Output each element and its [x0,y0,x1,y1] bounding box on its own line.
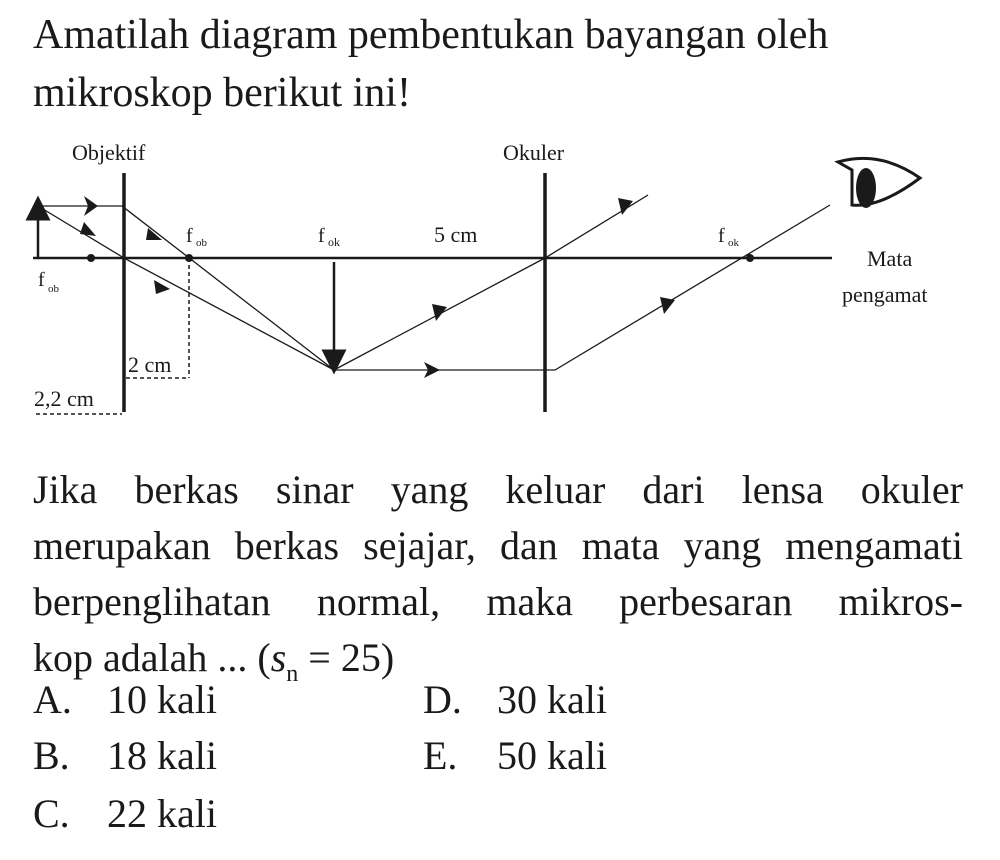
eye-icon [838,158,920,208]
sn-symbol: s [270,635,287,680]
option-letter: C. [33,791,70,836]
ray-ocular-upper [334,195,648,370]
question-body-line: Jika berkas sinar yang keluar dari lensa okuler [33,467,963,512]
label-pengamat: pengamat [842,282,928,307]
question-intro-line1: Amatilah diagram pembentukan bayangan oleh [33,12,829,58]
question-body [33,462,963,692]
ray-arrow [80,222,96,236]
focal-label-fob-left [38,269,60,295]
ray-arrow [432,304,447,321]
option-letter: B. [33,733,70,778]
question-body-line: berpenglihatan normal, maka perbesaran mikros- [33,579,963,624]
option-letter: A. [33,677,72,722]
question-body-line: merupakan berkas sejajar, dan mata yang mengamati [33,523,963,568]
label-objektif: Objektif [72,140,146,165]
sn-subscript: n [286,661,299,687]
option-e[interactable] [423,732,607,780]
svg-text:f: f [318,225,325,247]
svg-text:ob: ob [196,237,207,249]
focal-label-fob-objective [186,225,208,249]
focal-label-fok-right [718,225,740,249]
svg-text:f: f [186,225,193,247]
option-a[interactable] [33,676,217,724]
question-body-prefix: kop adalah ... ( [33,635,271,680]
label-22cm: 2,2 cm [34,386,94,411]
svg-text:f: f [38,269,45,291]
svg-text:ok: ok [728,237,739,249]
svg-text:ok: ok [328,235,340,249]
ray-arrow [154,280,170,294]
option-text: 50 kali [497,733,607,778]
microscope-diagram [0,130,1000,425]
question-intro-line2: mikroskop berikut ini! [33,70,411,116]
ray-arrow [146,228,162,240]
question-intro [33,6,963,122]
focal-label-fok-left [318,225,340,249]
option-text: 18 kali [107,733,217,778]
svg-text:ob: ob [48,283,59,295]
label-2cm: 2 cm [128,352,172,377]
ray-ocular-lower [545,205,830,370]
sn-value: = 25) [298,635,395,680]
option-text: 30 kali [497,677,607,722]
option-text: 10 kali [107,677,217,722]
svg-text:f: f [718,225,725,247]
label-okuler: Okuler [503,140,565,165]
option-d[interactable] [423,676,607,724]
focal-point-ob-left [87,254,95,262]
option-letter: D. [423,677,462,722]
option-b[interactable] [33,732,217,780]
option-letter: E. [423,733,458,778]
label-mata: Mata [867,246,913,271]
option-text: 22 kali [107,791,217,836]
focal-point-ob-right [185,254,193,262]
label-5cm: 5 cm [434,222,478,247]
focal-point-ok-right [746,254,754,262]
option-c[interactable] [33,790,217,838]
